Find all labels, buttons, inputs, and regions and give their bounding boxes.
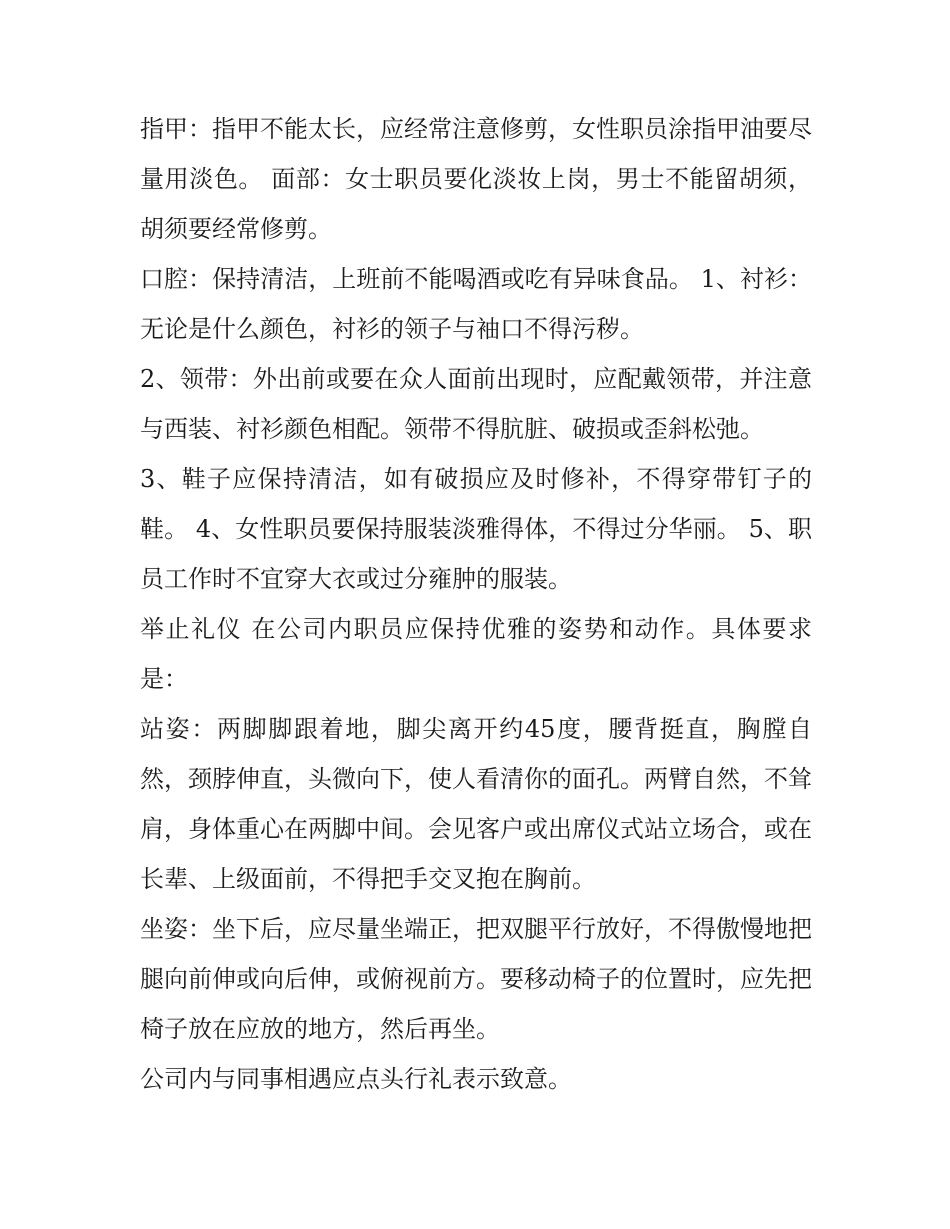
paragraph-shoes-clothing: 3、鞋子应保持清洁，如有破损应及时修补，不得穿带钉子的鞋。 4、女性职员要保持服装淡雅得体，不得过分华丽。 5、职员工作时不宜穿大衣或过分雍肿的服装。 bbox=[140, 465, 812, 593]
paragraph-grooming-nails-face: 指甲：指甲不能太长，应经常注意修剪，女性职员涂指甲油要尽量用淡色。 面部：女士职员要化淡妆上岗，男士不能留胡须，胡须要经常修剪。 bbox=[140, 115, 812, 243]
paragraph-sitting-posture: 坐姿：坐下后，应尽量坐端正，把双腿平行放好，不得傲慢地把腿向前伸或向后伸，或俯视前方。要移动椅子的位置时，应先把椅子放在应放的地方，然后再坐。 bbox=[140, 915, 812, 1043]
paragraph-mouth-shirt: 口腔：保持清洁，上班前不能喝酒或吃有异味食品。 1、衬衫：无论是什么颜色，衬衫的领子与袖口不得污秽。 bbox=[140, 265, 812, 343]
paragraph-standing-posture: 站姿：两脚脚跟着地，脚尖离开约45度，腰背挺直，胸膛自然，颈脖伸直，头微向下，使人看清你的面孔。两臂自然，不耸肩，身体重心在两脚中间。会见客户或出席仪式站立场合，或在长辈、上级面前，不得把手交叉抱在胸前。 bbox=[140, 715, 812, 893]
paragraph-greeting: 公司内与同事相遇应点头行礼表示致意。 bbox=[140, 1065, 572, 1093]
paragraph-conduct-intro: 举止礼仪 在公司内职员应保持优雅的姿势和动作。具体要求是： bbox=[140, 615, 812, 693]
paragraph-tie: 2、领带：外出前或要在众人面前出现时，应配戴领带，并注意与西装、衬衫颜色相配。领带不得肮脏、破损或歪斜松弛。 bbox=[140, 365, 812, 443]
document-body bbox=[140, 104, 812, 1104]
